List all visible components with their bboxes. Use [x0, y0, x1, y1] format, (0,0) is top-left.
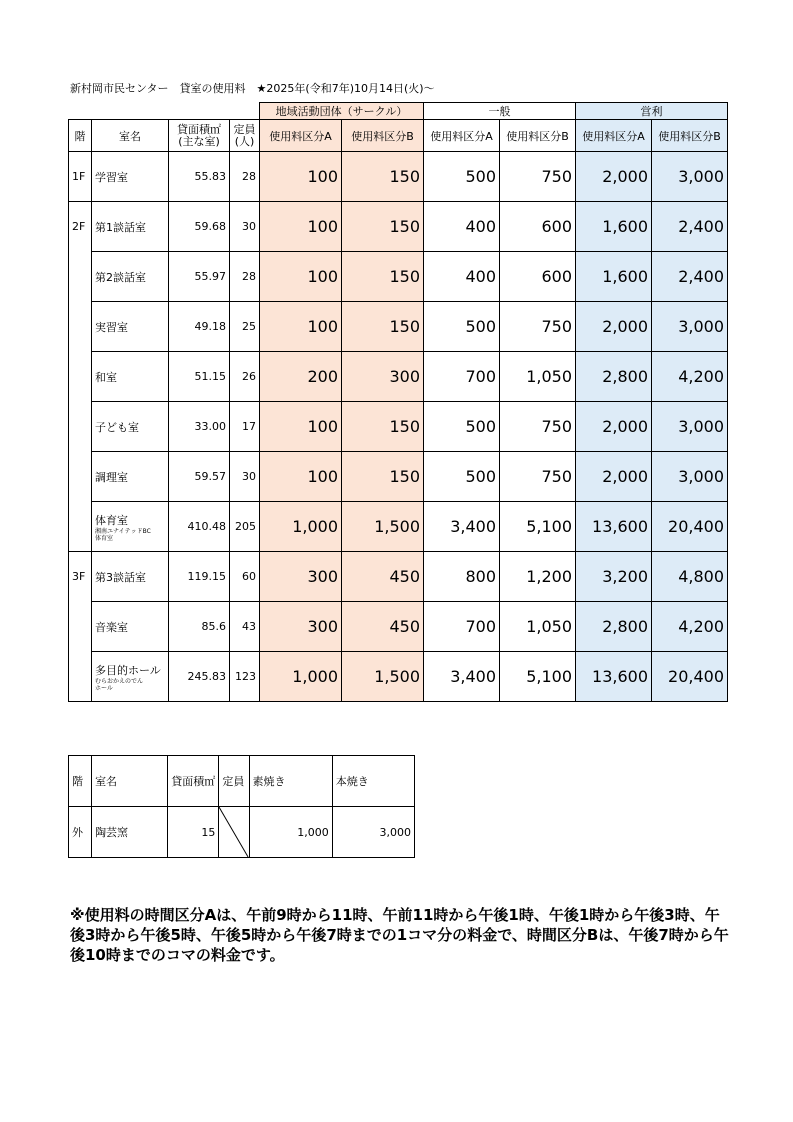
fee-cell: 2,000: [576, 152, 652, 202]
table-row: [69, 302, 728, 352]
fee-cell: 450: [342, 602, 424, 652]
fee-cell: 3,200: [576, 552, 652, 602]
capacity-cell: 205: [230, 502, 260, 552]
fee-cell: 2,800: [576, 602, 652, 652]
room-name: 実習室: [95, 320, 128, 334]
capacity-cell: 43: [230, 602, 260, 652]
fee-note: ※使用料の時間区分Aは、午前9時から11時、午前11時から午後1時、午後1時から午後3時、午後3時から午後5時、午後5時から午後7時までの1コマ分の料金で、時間区分Bは、午後7時から午後10時までのコマの料金です。: [70, 906, 729, 964]
fee-cell: 750: [500, 152, 576, 202]
fee-cell: 300: [342, 352, 424, 402]
fee-cell: 150: [342, 252, 424, 302]
fee-cell: 500: [424, 402, 500, 452]
capacity-cell: 30: [230, 452, 260, 502]
fee-cell: 1,050: [500, 602, 576, 652]
area-cell: 55.83: [169, 152, 230, 202]
fee-cell: 400: [424, 202, 500, 252]
fee-cell: 100: [260, 152, 342, 202]
kiln-room-header: 室名: [92, 756, 168, 807]
room-name: 学習室: [95, 170, 128, 184]
fee-cell: 500: [424, 152, 500, 202]
kiln-table: [68, 755, 415, 858]
fee-cell: 4,200: [652, 602, 728, 652]
room-name: 第3談話室: [95, 570, 146, 584]
capacity-cell: 25: [230, 302, 260, 352]
table-row: [69, 402, 728, 452]
fee-cell: 1,050: [500, 352, 576, 402]
fee-cell: 20,400: [652, 652, 728, 702]
capacity-cell: 28: [230, 152, 260, 202]
room-cell: [92, 602, 169, 652]
room-cell: [92, 552, 169, 602]
room-name: 和室: [95, 370, 117, 384]
fee-cell: 2,400: [652, 252, 728, 302]
room-cell: [92, 402, 169, 452]
room-cell: [92, 352, 169, 402]
fee-cell: 500: [424, 452, 500, 502]
fee-cell: 100: [260, 202, 342, 252]
kiln-glaze-fee: 3,000: [332, 807, 414, 858]
floor-cell: 3F: [69, 552, 92, 702]
fee-cell: 300: [260, 602, 342, 652]
fee-cell: 100: [260, 252, 342, 302]
room-cell: [92, 652, 169, 702]
kiln-area-header: 貸面積㎡: [168, 756, 219, 807]
area-cell: 33.00: [169, 402, 230, 452]
area-cell: 49.18: [169, 302, 230, 352]
fee-cell: 100: [260, 402, 342, 452]
fee-cell: 3,000: [652, 452, 728, 502]
table-row: [69, 602, 728, 652]
room-subname: 湘南ユナイテッドBC 体育室: [95, 527, 151, 542]
table-row: [69, 152, 728, 202]
fee-cell: 800: [424, 552, 500, 602]
room-name: 体育室: [95, 513, 128, 527]
kiln-row: [69, 807, 415, 858]
fee-cell: 3,000: [652, 402, 728, 452]
fee-cell: 150: [342, 152, 424, 202]
capacity-cell: 60: [230, 552, 260, 602]
area-cell: 410.48: [169, 502, 230, 552]
area-header: 貸面積㎡ (主な室): [169, 120, 230, 152]
floor-cell: 2F: [69, 202, 92, 552]
fee-cell: 150: [342, 452, 424, 502]
floor-cell: 1F: [69, 152, 92, 202]
room-subname: むらおかえのでん ホール: [95, 677, 144, 692]
fee-cell: 600: [500, 252, 576, 302]
fee-cell: 300: [260, 552, 342, 602]
capacity-header: 定員 (人): [230, 120, 260, 152]
fee-cell: 3,000: [652, 302, 728, 352]
fee-table: [68, 102, 728, 702]
fee-cell: 200: [260, 352, 342, 402]
table-row: [69, 202, 728, 252]
kiln-room: 陶芸窯: [92, 807, 168, 858]
room-cell: [92, 502, 169, 552]
kiln-capacity-na: [219, 807, 249, 858]
fee-cell: 1,000: [260, 502, 342, 552]
table-row: [69, 352, 728, 402]
fee-cell: 150: [342, 202, 424, 252]
room-header: 室名: [92, 120, 169, 152]
capacity-cell: 30: [230, 202, 260, 252]
room-name: 第1談話室: [95, 220, 146, 234]
group-general-header: 一般: [424, 103, 576, 120]
kiln-header-row: [69, 756, 415, 807]
area-cell: 85.6: [169, 602, 230, 652]
group-commercial-header: 営利: [576, 103, 728, 120]
fee-cell: 2,800: [576, 352, 652, 402]
fee-cell: 2,000: [576, 402, 652, 452]
capacity-cell: 28: [230, 252, 260, 302]
kiln-floor: 外: [69, 807, 92, 858]
fee-cell: 1,000: [260, 652, 342, 702]
room-name: 調理室: [95, 470, 128, 484]
fee-cell: 1,600: [576, 252, 652, 302]
room-cell: [92, 202, 169, 252]
kiln-floor-header: 階: [69, 756, 92, 807]
fee-b-header: 使用料区分B: [652, 120, 728, 152]
room-cell: [92, 452, 169, 502]
room-name: 子ども室: [95, 420, 139, 434]
area-cell: 119.15: [169, 552, 230, 602]
fee-cell: 400: [424, 252, 500, 302]
fee-a-header: 使用料区分A: [260, 120, 342, 152]
fee-cell: 750: [500, 452, 576, 502]
table-row: [69, 502, 728, 552]
fee-cell: 20,400: [652, 502, 728, 552]
fee-cell: 5,100: [500, 502, 576, 552]
fee-b-header: 使用料区分B: [500, 120, 576, 152]
area-cell: 245.83: [169, 652, 230, 702]
fee-cell: 450: [342, 552, 424, 602]
fee-cell: 150: [342, 302, 424, 352]
area-cell: 59.57: [169, 452, 230, 502]
room-name: 多目的ホール: [95, 663, 161, 677]
fee-cell: 2,000: [576, 302, 652, 352]
page-title: 新村岡市民センター 貸室の使用料 ★2025年(令和7年)10月14日(火)～: [70, 82, 435, 95]
fee-cell: 750: [500, 402, 576, 452]
area-cell: 51.15: [169, 352, 230, 402]
blank-corner: [69, 103, 260, 120]
group-header-row: [69, 103, 728, 120]
fee-cell: 13,600: [576, 652, 652, 702]
kiln-bisque-fee: 1,000: [249, 807, 332, 858]
column-header-row: [69, 120, 728, 152]
table-row: [69, 452, 728, 502]
room-cell: [92, 252, 169, 302]
fee-cell: 13,600: [576, 502, 652, 552]
capacity-cell: 17: [230, 402, 260, 452]
table-row: [69, 252, 728, 302]
fee-cell: 1,200: [500, 552, 576, 602]
capacity-cell: 123: [230, 652, 260, 702]
fee-a-header: 使用料区分A: [576, 120, 652, 152]
area-cell: 55.97: [169, 252, 230, 302]
fee-cell: 600: [500, 202, 576, 252]
fee-table-body: [69, 152, 728, 702]
room-name: 第2談話室: [95, 270, 146, 284]
fee-cell: 700: [424, 602, 500, 652]
fee-cell: 100: [260, 452, 342, 502]
fee-cell: 4,200: [652, 352, 728, 402]
fee-cell: 750: [500, 302, 576, 352]
group-community-header: 地域活動団体（サークル）: [260, 103, 424, 120]
room-cell: [92, 152, 169, 202]
table-row: [69, 552, 728, 602]
fee-cell: 1,600: [576, 202, 652, 252]
fee-cell: 1,500: [342, 502, 424, 552]
fee-cell: 3,400: [424, 502, 500, 552]
fee-cell: 5,100: [500, 652, 576, 702]
fee-cell: 700: [424, 352, 500, 402]
fee-cell: 3,400: [424, 652, 500, 702]
fee-cell: 500: [424, 302, 500, 352]
capacity-cell: 26: [230, 352, 260, 402]
fee-cell: 2,400: [652, 202, 728, 252]
fee-cell: 4,800: [652, 552, 728, 602]
kiln-bisque-header: 素焼き: [249, 756, 332, 807]
area-cell: 59.68: [169, 202, 230, 252]
table-row: [69, 652, 728, 702]
fee-cell: 1,500: [342, 652, 424, 702]
fee-cell: 3,000: [652, 152, 728, 202]
kiln-capacity-header: 定員: [219, 756, 249, 807]
room-cell: [92, 302, 169, 352]
kiln-glaze-header: 本焼き: [332, 756, 414, 807]
floor-header: 階: [69, 120, 92, 152]
fee-cell: 150: [342, 402, 424, 452]
diagonal-slash-icon: [219, 807, 248, 857]
kiln-area: 15: [168, 807, 219, 858]
fee-b-header: 使用料区分B: [342, 120, 424, 152]
fee-a-header: 使用料区分A: [424, 120, 500, 152]
fee-cell: 100: [260, 302, 342, 352]
room-name: 音楽室: [95, 620, 128, 634]
fee-cell: 2,000: [576, 452, 652, 502]
